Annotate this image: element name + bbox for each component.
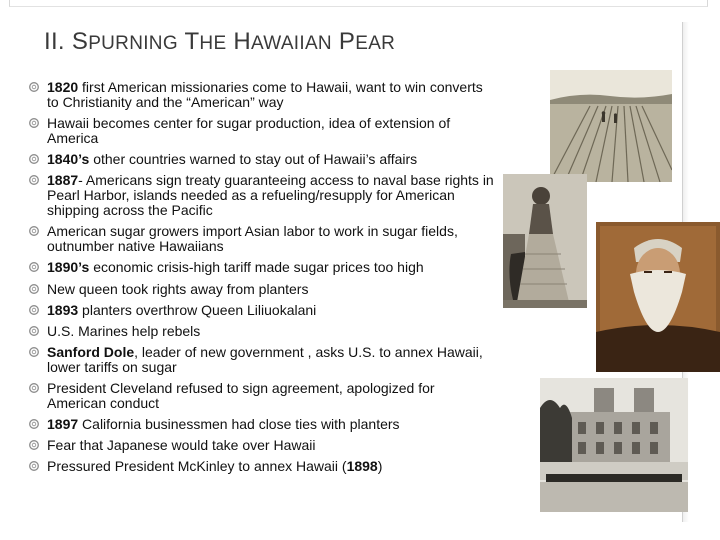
ring-bullet-icon bbox=[28, 346, 40, 358]
bullet-text: planters overthrow Queen Liliuokalani bbox=[78, 301, 317, 318]
bullet-item bbox=[26, 116, 496, 146]
bullet-text: Fear that Japanese would take over Hawaii bbox=[47, 437, 316, 454]
bearded-man-portrait-photo bbox=[596, 222, 720, 372]
bullet-item bbox=[26, 224, 496, 254]
slide-title bbox=[44, 28, 604, 56]
ring-bullet-icon bbox=[28, 81, 40, 93]
bullet-item bbox=[26, 381, 496, 411]
bullet-lead: 1840’s bbox=[47, 151, 90, 168]
title-word: PEAR bbox=[338, 28, 396, 55]
bullet-lead: 1897 bbox=[47, 416, 79, 433]
bullet-text: economic crisis-high tariff made sugar prices too high bbox=[89, 259, 424, 276]
bullet-item bbox=[26, 438, 496, 453]
ring-bullet-icon bbox=[28, 174, 40, 186]
bullet-tail: ) bbox=[377, 458, 383, 475]
ring-bullet-icon bbox=[28, 382, 40, 394]
sugar-field-workers-photo bbox=[550, 70, 672, 182]
ring-bullet-icon bbox=[28, 418, 40, 430]
bullet-item bbox=[26, 417, 496, 432]
bullet-lead: 1820 bbox=[47, 79, 79, 95]
bullet-item bbox=[26, 345, 496, 375]
bullet-text: , leader of new government , asks U.S. to annex Hawaii, lower tariffs on sugar bbox=[47, 343, 483, 375]
bullet-text: Hawaii becomes center for sugar production, idea of extension of America bbox=[47, 115, 451, 147]
bullet-item bbox=[26, 324, 496, 339]
bullet-item bbox=[26, 80, 496, 110]
bullet-item bbox=[26, 282, 496, 297]
bullet-lead: 1890’s bbox=[47, 259, 90, 276]
palace-crowd-photo bbox=[540, 378, 688, 512]
ring-bullet-icon bbox=[28, 261, 40, 273]
title-word: THE bbox=[184, 28, 227, 55]
ring-bullet-icon bbox=[28, 304, 40, 316]
title-word: HAWAIIAN bbox=[233, 28, 332, 55]
ring-bullet-icon bbox=[28, 439, 40, 451]
ring-bullet-icon bbox=[28, 225, 40, 237]
slide-frame-top bbox=[9, 0, 708, 7]
bullet-text: U.S. Marines help rebels bbox=[47, 322, 201, 339]
bullet-lead: 1893 bbox=[47, 301, 79, 318]
ring-bullet-icon bbox=[28, 153, 40, 165]
bullet-text: California businessmen had close ties with planters bbox=[78, 416, 400, 433]
bullet-item bbox=[26, 260, 496, 275]
title-numeral: II. bbox=[44, 28, 65, 55]
ring-bullet-icon bbox=[28, 117, 40, 129]
bullet-text: American sugar growers import Asian labor to work in sugar fields, outnumber native Hawaiians bbox=[47, 223, 458, 255]
bullet-text: - Americans sign treaty guaranteeing access to naval base rights in Pearl Harbor, islands needed as a refueling/resupply for American shipping across the Pacific bbox=[47, 172, 494, 219]
queen-portrait-photo bbox=[503, 174, 587, 308]
ring-bullet-icon bbox=[28, 283, 40, 295]
bullet-text: other countries warned to stay out of Hawaii’s affairs bbox=[89, 151, 418, 168]
bullet-item bbox=[26, 459, 496, 474]
ring-bullet-icon bbox=[28, 460, 40, 472]
bullet-item bbox=[26, 303, 496, 318]
bullet-lead: Sanford Dole bbox=[47, 343, 135, 360]
bullet-list bbox=[26, 80, 496, 480]
ring-bullet-icon bbox=[28, 325, 40, 337]
bullet-year: 1898 bbox=[346, 458, 378, 475]
title-word: SPURNING bbox=[71, 28, 178, 55]
bullet-text: first American missionaries come to Hawaii, want to win converts to Christianity and the “American” way bbox=[47, 79, 483, 110]
bullet-lead: 1887 bbox=[47, 172, 79, 189]
bullet-item bbox=[26, 173, 496, 218]
bullet-text: Pressured President McKinley to annex Hawaii ( bbox=[47, 458, 347, 475]
bullet-text: New queen took rights away from planters bbox=[47, 280, 309, 297]
bullet-text: President Cleveland refused to sign agreement, apologized for American conduct bbox=[47, 379, 435, 411]
bullet-item bbox=[26, 152, 496, 167]
